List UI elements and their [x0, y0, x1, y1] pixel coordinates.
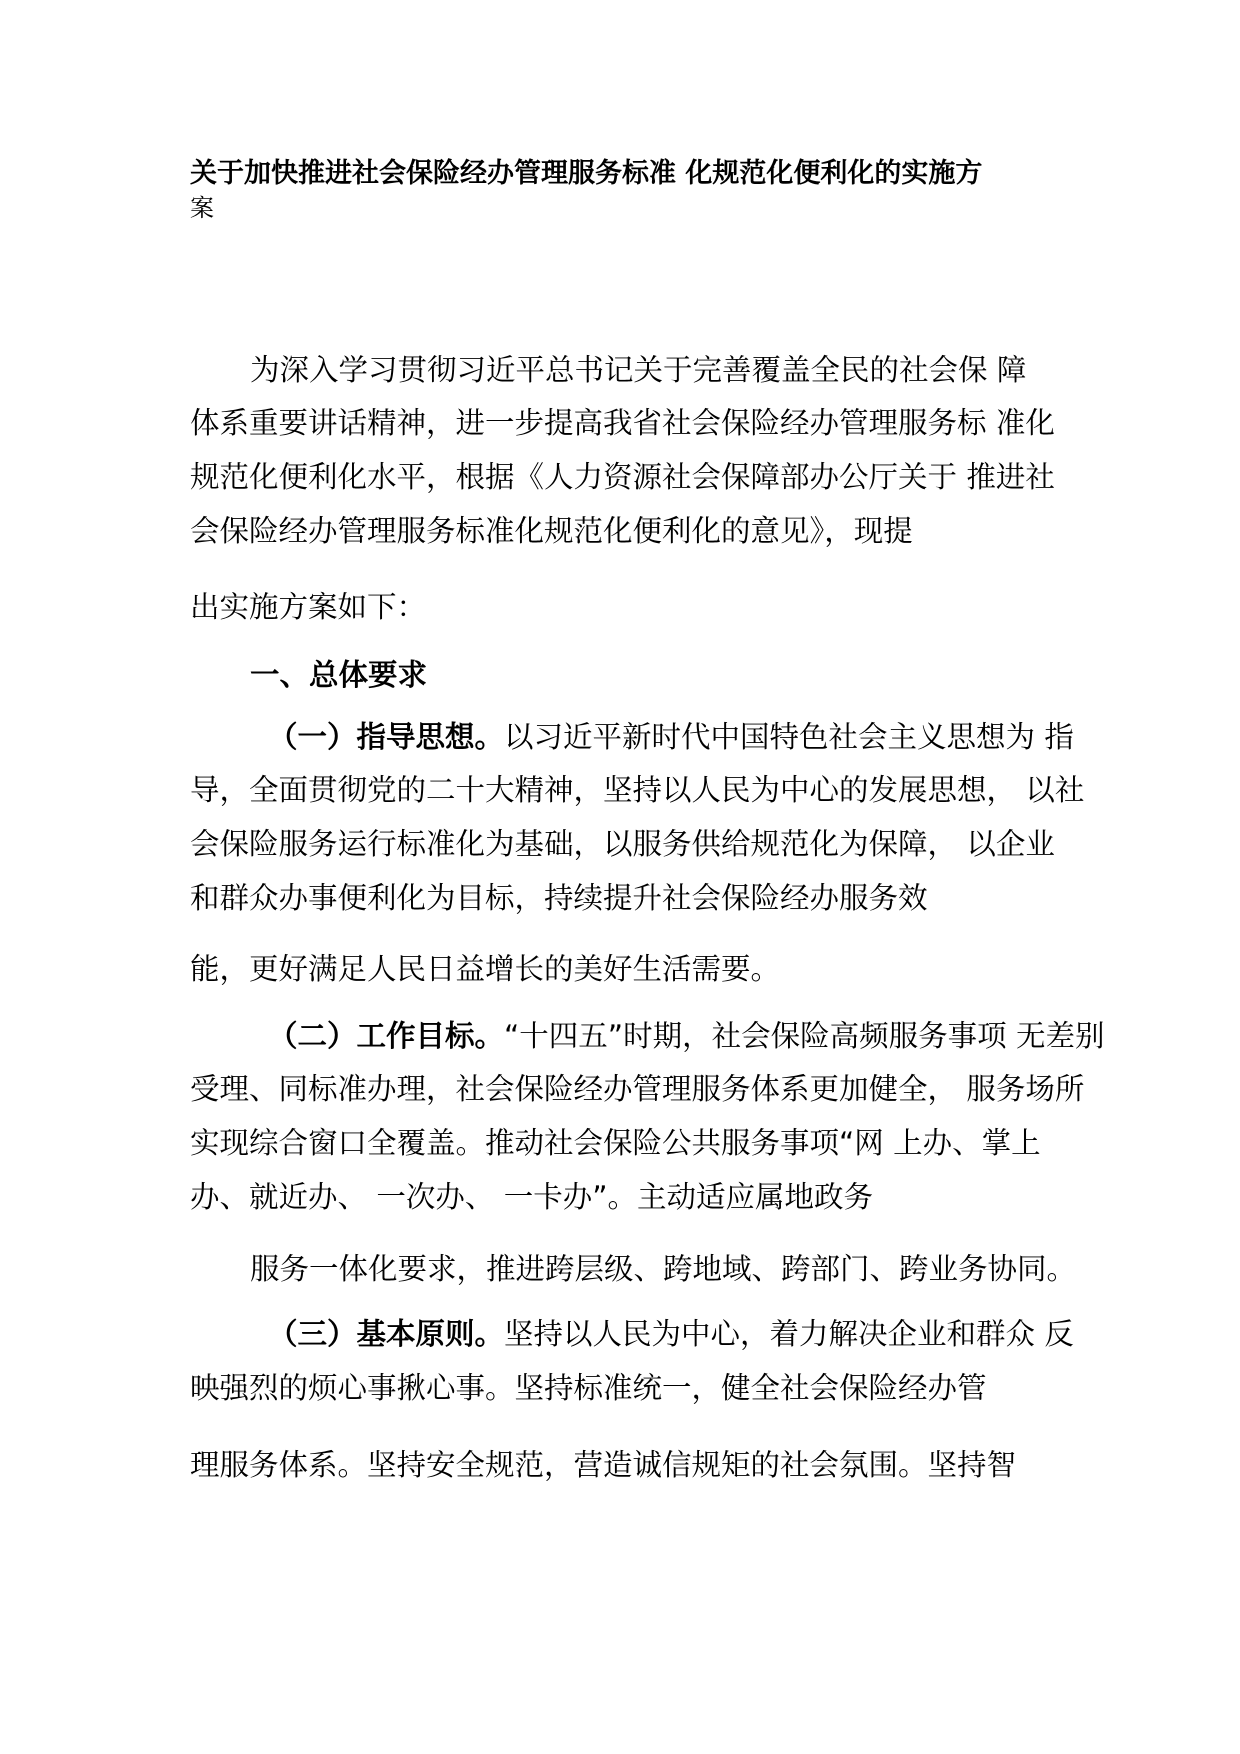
para2-line-4: 办、就近办、 一次办、 一卡办”。主动适应属地政务 — [190, 1180, 874, 1214]
para3-line-2: 映强烈的烦心事揪心事。坚持标准统一，健全社会保险经办管 — [190, 1371, 987, 1405]
para3-line-3: 理服务体系。坚持安全规范，营造诚信规矩的社会氛围。坚持智 — [190, 1448, 1017, 1482]
document-title: 关于加快推进社会保险经办管理服务标准 化规范化便利化的实施方 — [190, 158, 983, 189]
para1-first-line-text: 以习近平新时代中国特色社会主义思想为 指 — [504, 720, 1074, 754]
intro-line-3: 规范化便利化水平，根据《人力资源社会保障部办公厅关于 推进社 — [190, 460, 1055, 494]
para1-line-4: 和群众办事便利化为目标，持续提升社会保险经办服务效 — [190, 881, 928, 915]
para3-first-line-text: 坚持以人民为中心，着力解决企业和群众 反 — [504, 1317, 1074, 1351]
para2-line-5: 服务一体化要求，推进跨层级、跨地域、跨部门、跨业务协同。 — [250, 1252, 1077, 1286]
para3-label: （三）基本原则。 — [268, 1317, 505, 1351]
para1-line-3: 会保险服务运行标准化为基础，以服务供给规范化为保障， 以企业 — [190, 827, 1055, 861]
para2-label: （二）工作目标。 — [268, 1019, 505, 1053]
para2-first-line-text: “十四五”时期，社会保险高频服务事项 无差别 — [504, 1019, 1105, 1053]
intro-line-5: 出实施方案如下： — [190, 590, 427, 624]
para1-line-2: 导，全面贯彻党的二十大精神，坚持以人民为中心的发展思想， 以社 — [190, 773, 1085, 807]
para1-line-5: 能，更好满足人民日益增长的美好生活需要。 — [190, 952, 781, 986]
section-heading: 一、总体要求 — [250, 658, 428, 692]
intro-line-1: 为深入学习贯彻习近平总书记关于完善覆盖全民的社会保 障 — [250, 353, 1027, 387]
document-title-continuation: 案 — [190, 194, 214, 222]
intro-line-2: 体系重要讲话精神，进一步提高我省社会保险经办管理服务标 准化 — [190, 406, 1055, 440]
para3-first-line — [268, 1317, 1074, 1351]
intro-line-4: 会保险经办管理服务标准化规范化便利化的意见》，现提 — [190, 514, 913, 548]
para1-label: （一）指导思想。 — [268, 720, 505, 754]
para1-first-line — [268, 720, 1074, 754]
para2-first-line — [268, 1019, 1105, 1053]
para2-line-2: 受理、同标准办理，社会保险经办管理服务体系更加健全， 服务场所 — [190, 1072, 1085, 1106]
para2-line-3: 实现综合窗口全覆盖。推动社会保险公共服务事项“网 上办、掌上 — [190, 1126, 1041, 1160]
